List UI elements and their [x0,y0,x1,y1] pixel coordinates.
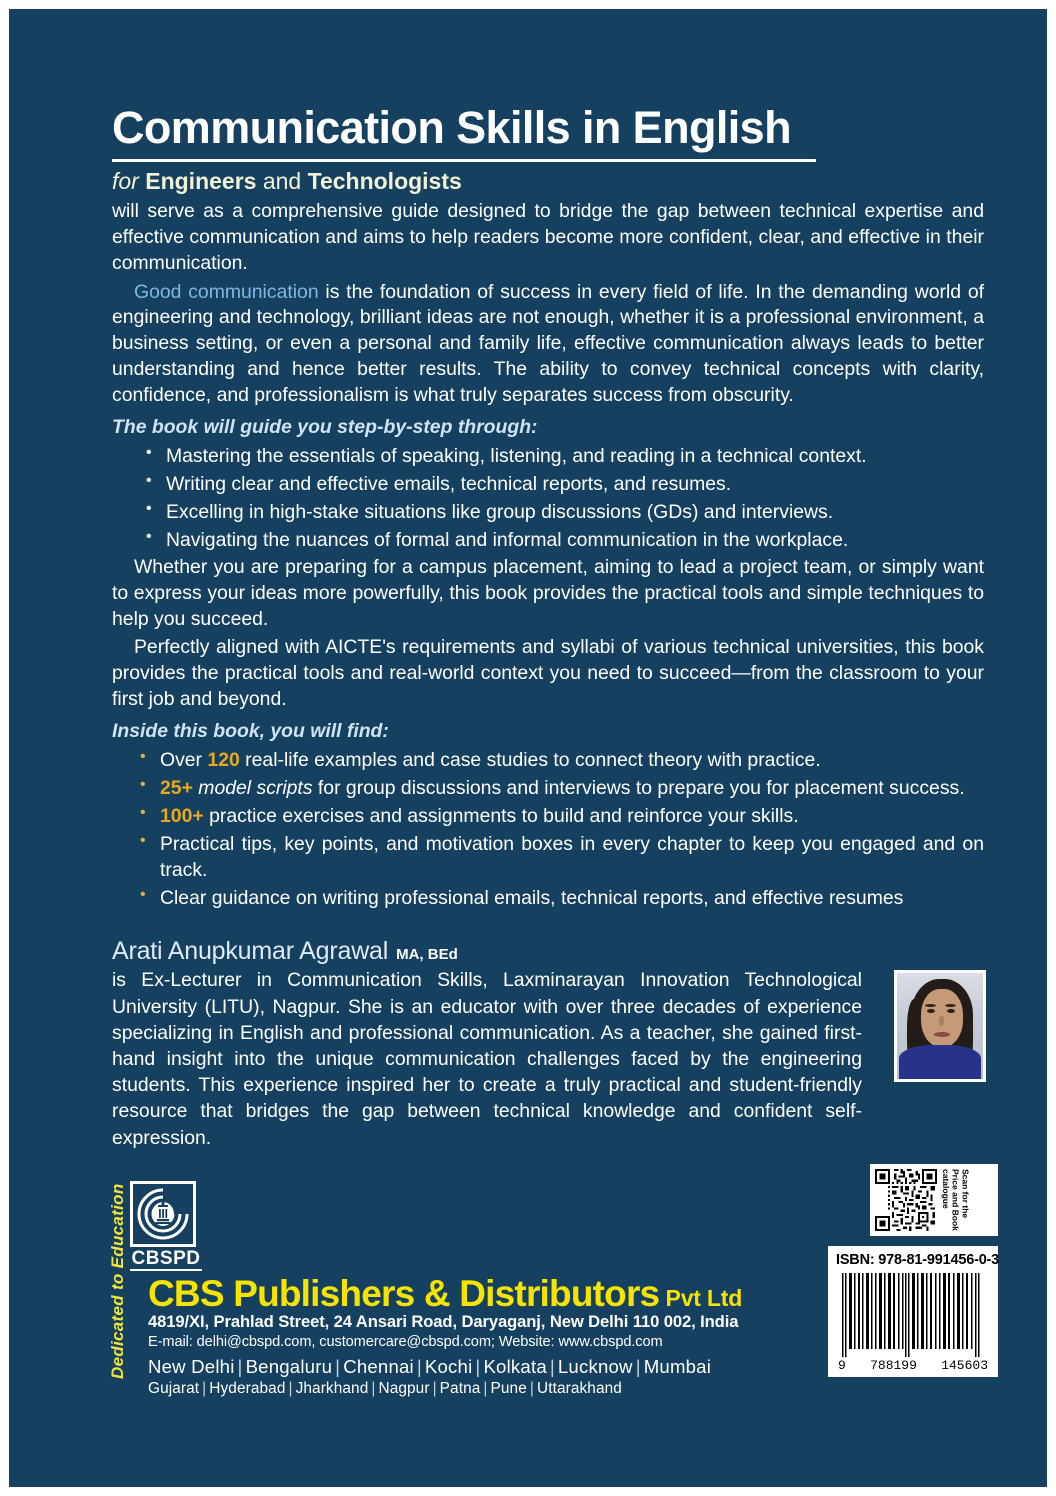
isbn-barcode-block [828,1246,998,1377]
city-label: Hyderabad [209,1380,286,1398]
city-separator: | [335,1356,341,1378]
publisher-cities-secondary [148,1379,772,1400]
qr-code-caption: Scan for the Price and Book catalogue [940,1169,971,1231]
publisher-name-suffix: Pvt Ltd [665,1284,743,1311]
city-separator: | [288,1380,293,1398]
city-label: Kolkata [483,1356,547,1378]
bullet-highlight: 25+ [160,776,193,799]
paragraph-aicte-aligned: Perfectly aligned with AICTE's requirements and syllabi of various technical universities, this book provides the practical tools and real-world context you need to succeed—from the classroom to your first job and beyond. [112,636,984,711]
page-edge-left [0,0,9,1496]
city-label: Mumbai [643,1356,712,1378]
city-label: Kochi [424,1356,473,1378]
barcode-bars [836,1271,990,1357]
author-bio-text: is Ex-Lecturer in Communication Skills, Laxminarayan Innovation Technological University (LITU), Nagpur. She is an educator with over three decades of experience specializing in English and professional communication. As a teacher, she gained first-hand insight into the unique communication challenges faced by the engineering students. This experience inspired her to create a truly practical and student-friendly resource that bridges the gap between technical knowledge and confident self-expression. [112,969,862,1149]
publisher-logo-row [130,1181,772,1400]
author-photo-image [897,973,983,1079]
list-item [134,747,984,773]
city-separator: | [371,1380,376,1398]
publisher-address-line1: 4819/XI, Prahlad Street, 24 Ansari Road, Daryaganj, New Delhi 110 002, India [148,1312,739,1332]
city-separator: | [635,1356,641,1378]
subtitle-for: for [112,167,146,194]
city-label: Chennai [343,1356,414,1378]
subtitle-technologists: Technologists [307,167,462,194]
publisher-name-main: CBS Publishers & Distributors [148,1272,660,1314]
city-separator: | [416,1356,422,1378]
city-separator: | [475,1356,481,1378]
book-title: Communication Skills in English [112,102,791,153]
bullet-highlight: 100+ [160,805,204,827]
cover-content [112,104,984,1151]
author-photo [894,970,986,1082]
barcode-digit-group-left: 9 [838,1358,846,1373]
city-separator: | [237,1356,243,1378]
city-separator: | [529,1380,534,1398]
publisher-contact-line: E-mail: delhi@cbspd.com, customercare@cbspd.com; Website: www.cbspd.com [148,1334,663,1351]
city-label: Bengaluru [245,1356,333,1378]
list-item: • Writing clear and effective emails, technical reports, and resumes. [140,471,984,497]
bullet-text-italic: model scripts [192,776,313,799]
portrait-clothing [899,1045,981,1079]
highlight-good-communication: Good communication [134,280,319,303]
city-separator: | [432,1380,437,1398]
qr-code-icon [875,1169,937,1231]
intro-paragraph: will serve as a comprehensive guide designed to bridge the gap between technical expertise and effective communication and aims to help readers become more confident, clear, and effective in their communication. [112,200,984,274]
list-item [134,885,984,911]
dedicated-tagline: Dedicated to Education [108,1183,127,1379]
guide-heading: The book will guide you step-by-step through: [112,415,538,438]
city-label: New Delhi [148,1356,235,1378]
author-name-text: Arati Anupkumar Agrawal [112,937,389,966]
list-item: • Navigating the nuances of formal and informal communication in the workplace. [140,527,984,553]
bullet-text-mid: real-life examples and case studies to connect theory with practice. [239,748,821,771]
list-item: • Excelling in high-stake situations like group discussions (GDs) and interviews. [140,499,984,525]
city-label: Nagpur [378,1380,430,1398]
bullet-text-pre: Clear guidance on writing professional emails, technical reports, and effective resumes [160,887,904,910]
barcode-digit-group-mid: 788199 [870,1358,917,1373]
paragraph-whether-you-are-preparing: Whether you are preparing for a campus placement, aiming to lead a project team, or simply want to express your ideas more powerfully, this book provides the practical tools and simple techniques to help you succeed. [112,556,984,630]
city-label: Jharkhand [295,1380,369,1398]
paragraph-good-communication-rest: is the foundation of success in every field of life. In the demanding world of engineering and technology, brilliant ideas are not enough, whether it is a professional environment, a business setting, or even a personal and family life, effective communication always leads to better understanding and hence better results. The ability to convey technical concepts with clarity, confidence, and professionalism is what truly separates success from obscurity. [112,280,984,406]
paragraph-good-communication [112,280,984,409]
bullet-text-mid: for group discussions and interviews to prepare you for placement success. [312,776,965,799]
qr-code-block [870,1164,998,1236]
portrait-nose [939,1016,944,1026]
bullet-text-pre: Over [160,748,208,771]
ean13-barcode-icon [838,1273,988,1357]
list-item [134,775,984,801]
bullet-text-mid: practice exercises and assignments to build and reinforce your skills. [203,805,799,827]
list-item [134,803,984,829]
spiral-monument-icon [133,1184,193,1244]
subtitle-engineers: Engineers [145,167,257,194]
city-separator: | [549,1356,555,1378]
title-underline-rule [112,159,816,162]
city-label: Pune [490,1380,527,1398]
barcode-digits [836,1358,990,1373]
author-name [112,937,984,966]
city-separator: | [202,1380,207,1398]
author-degrees: MA, BEd [396,946,458,964]
publisher-footer [108,1181,772,1400]
page-edge-bottom [0,1487,1056,1496]
page-edge-right [1047,0,1056,1496]
page-edge-top [0,0,1056,9]
city-label: Lucknow [557,1356,633,1378]
city-label: Patna [439,1380,481,1398]
isbn-label: ISBN: 978-81-991456-0-3 [836,1252,1000,1268]
publisher-name [148,1272,772,1314]
city-label: Gujarat [148,1380,200,1398]
list-item [134,831,984,883]
cbspd-logo-text: CBSPD [131,1247,201,1269]
list-item: • Mastering the essentials of speaking, listening, and reading in a technical context. [140,443,984,469]
book-subtitle [112,168,984,196]
barcode-digit-group-right: 145603 [941,1358,988,1373]
city-label: Uttarakhand [536,1380,622,1398]
cbspd-logo [130,1181,208,1271]
bullet-text-pre: Practical tips, key points, and motivation boxes in every chapter to keep you engaged and on track. [160,833,984,882]
bullet-highlight: 120 [207,748,240,771]
city-separator: | [483,1380,488,1398]
inside-this-book-heading: Inside this book, you will find: [112,719,389,742]
subtitle-and: and [256,167,308,194]
author-block [112,937,984,1150]
guide-bullet-list [140,443,984,553]
author-bio [112,967,984,1150]
cbspd-logo-mark [130,1181,196,1247]
publisher-cities-primary [148,1354,772,1379]
inside-bullet-list [134,747,984,912]
